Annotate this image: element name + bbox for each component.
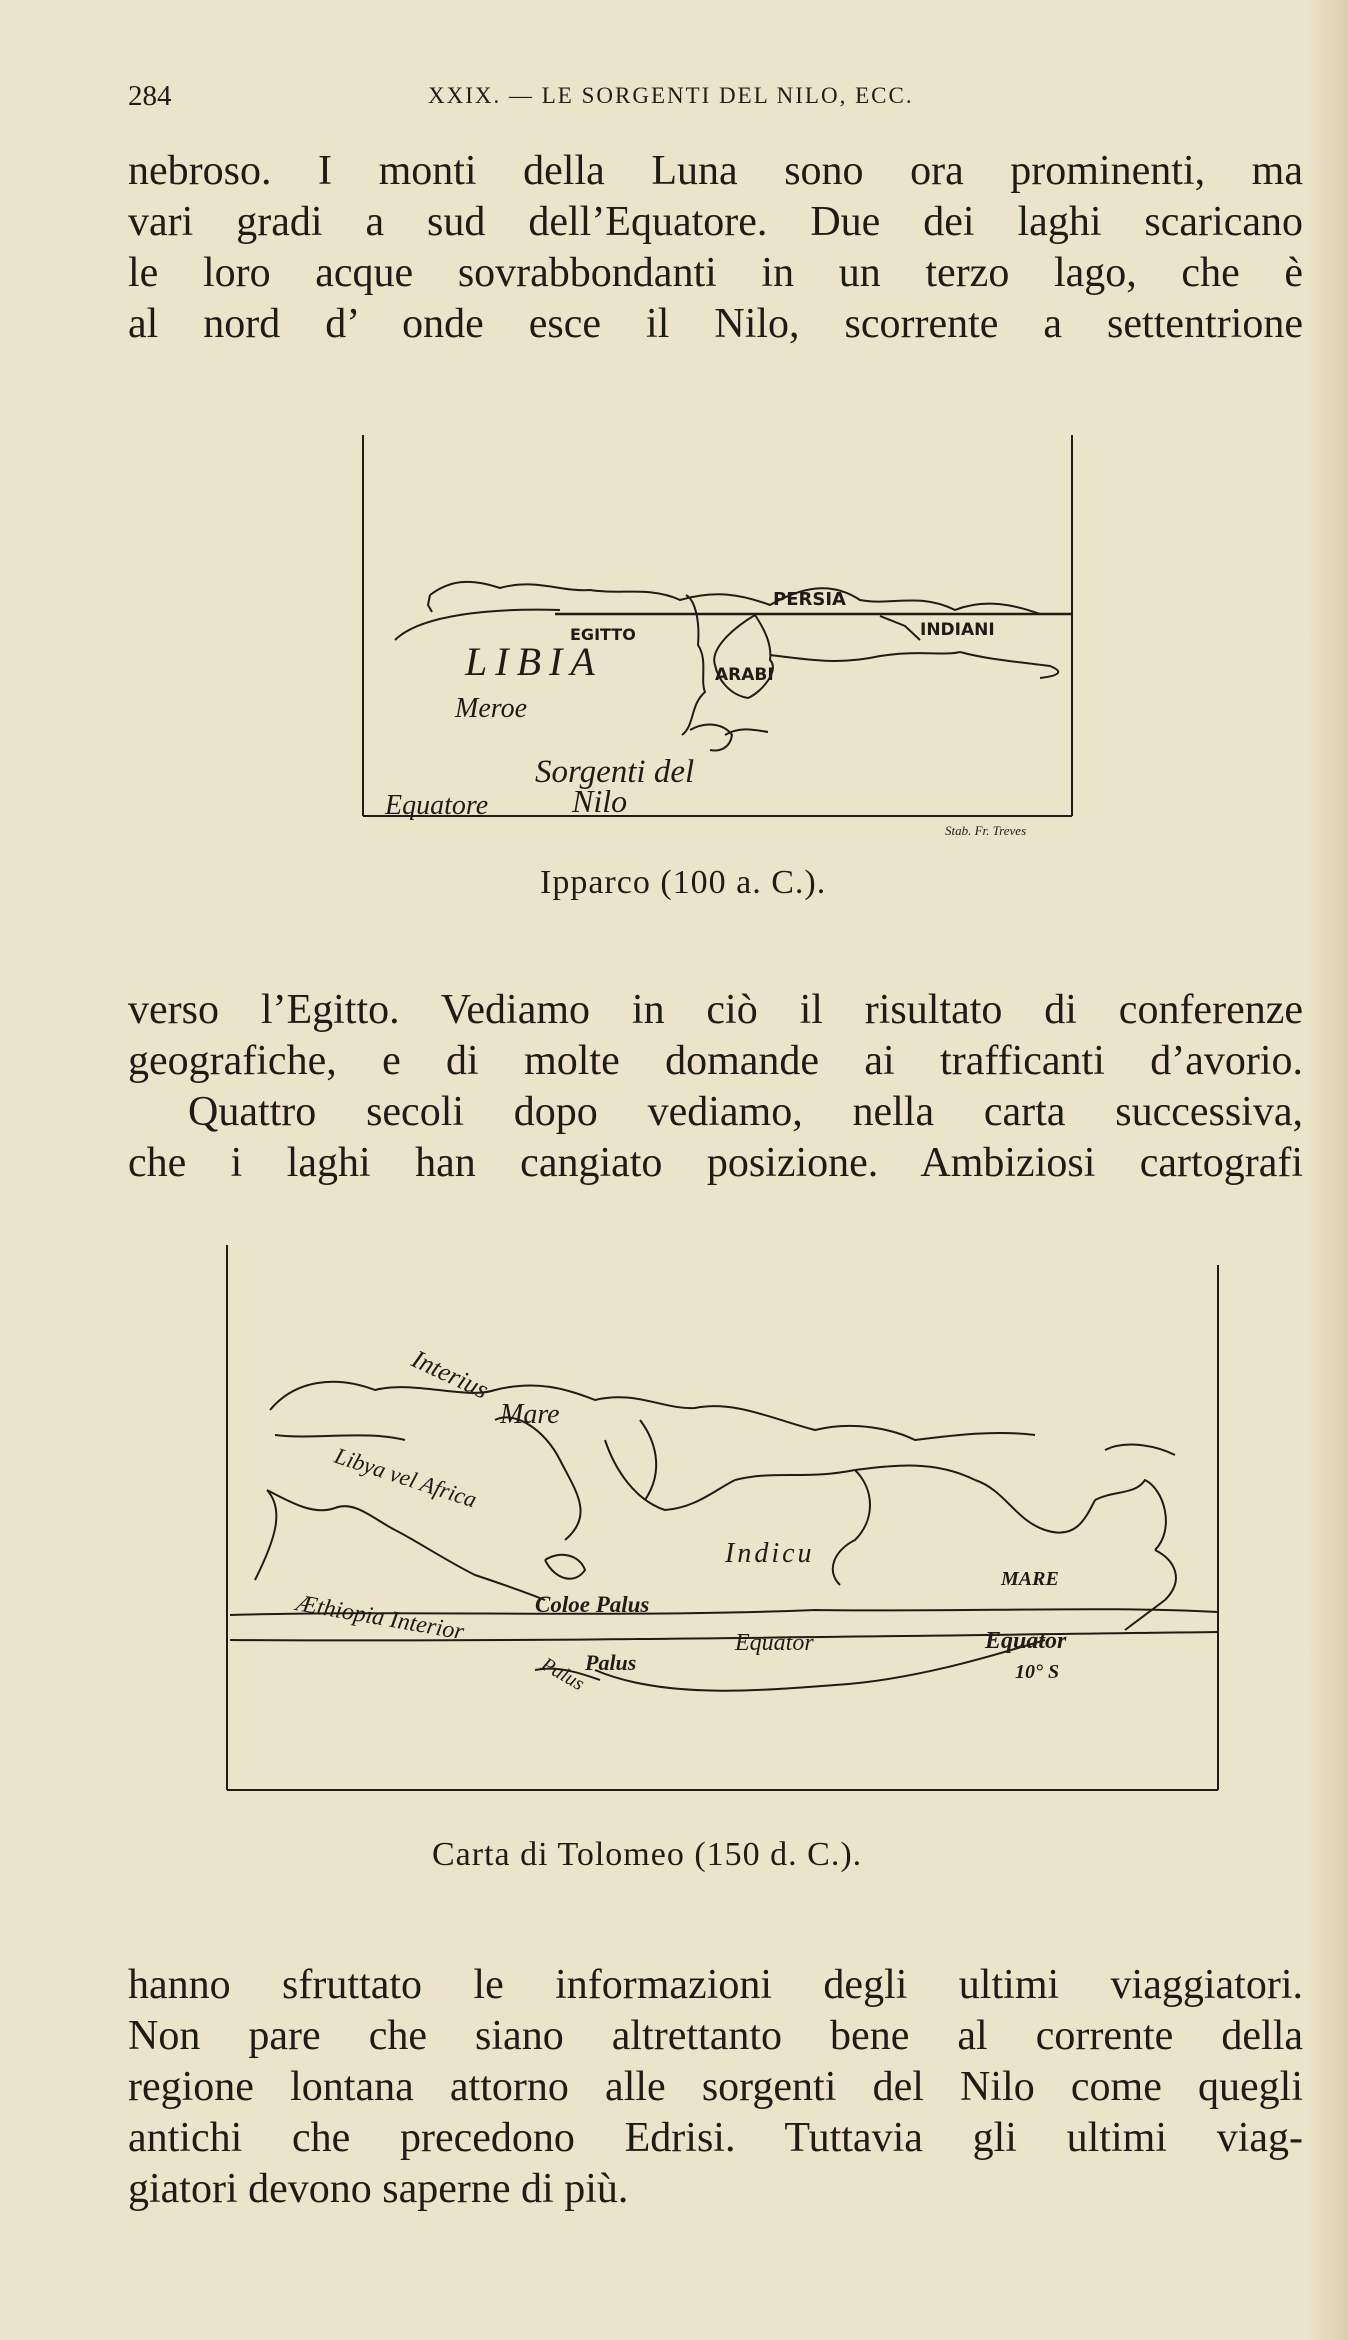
page-number: 284	[128, 80, 172, 112]
map-label-indiani: INDIANI	[920, 620, 995, 640]
text-line: verso l’Egitto. Vediamo in ciò il risultato di conferenze	[128, 987, 1303, 1033]
map-label-mare: Mare	[500, 1399, 560, 1430]
tolomeo-map	[215, 1240, 1225, 1800]
text-line: hanno sfruttato le informazioni degli ultimi viaggiatori.	[128, 1962, 1303, 2008]
text-line: le loro acque sovrabbondanti in un terzo lago, che è	[128, 250, 1303, 296]
text-line: che i laghi han cangiato posizione. Ambiziosi cartografi	[128, 1140, 1303, 1186]
map-label-10s: 10° S	[1015, 1661, 1060, 1683]
text-line: Non pare che siano altrettanto bene al corrente della	[128, 2013, 1303, 2059]
map-label-arabi: ARABI	[715, 665, 774, 685]
text-line: vari gradi a sud dell’Equatore. Due dei laghi scaricano	[128, 199, 1303, 245]
map-label-sorgenti: Sorgenti del	[535, 754, 695, 790]
text-line: giatori devono saperne di più.	[128, 2166, 629, 2212]
text-line: Quattro secoli dopo vediamo, nella carta successiva,	[188, 1089, 1303, 1135]
map-label-indicu: Indicu	[725, 1538, 815, 1569]
map-label-libya: Libya vel Africa	[331, 1442, 480, 1513]
figure-caption-tolomeo: Carta di Tolomeo (150 d. C.).	[432, 1836, 863, 1873]
map-label-coloe-palus: Coloe Palus	[535, 1592, 650, 1617]
map-label-persia: PERSIA	[773, 589, 846, 610]
map-label-libia: LIBIA	[465, 639, 603, 684]
map-label-aethiopia: Æthiopia Interior	[293, 1590, 466, 1646]
map-label-nilo: Nilo	[572, 783, 628, 819]
running-head: XXIX. — LE SORGENTI DEL NILO, ECC.	[428, 83, 914, 108]
map-label-mare-small: MARE	[1001, 1568, 1059, 1590]
map-label-palus: Palus	[585, 1650, 637, 1675]
text-line: al nord d’ onde esce il Nilo, scorrente a settentrione	[128, 301, 1303, 347]
page-edge-shadow	[1308, 0, 1348, 2340]
map-label-palus-rotated: Palus	[537, 1653, 588, 1696]
text-line: geografiche, e di molte domande ai trafficanti d’avorio.	[128, 1038, 1303, 1084]
map-label-interius: Interius	[407, 1344, 494, 1405]
map-label-equatore: Equatore	[385, 790, 489, 821]
paragraph-3	[128, 1960, 1303, 2215]
text-line: regione lontana attorno alle sorgenti del Nilo come quegli	[128, 2064, 1303, 2110]
text-line: antichi che precedono Edrisi. Tuttavia gli ultimi viag-	[128, 2115, 1303, 2161]
map-label-meroe: Meroe	[455, 693, 528, 724]
map-label-equator: Equator	[735, 1630, 814, 1656]
figure-caption-ipparco: Ipparco (100 a. C.).	[540, 864, 827, 901]
map-credit: Stab. Fr. Treves	[945, 823, 1027, 838]
page-header	[128, 80, 1303, 120]
paragraph-1	[128, 146, 1303, 350]
paragraph-2	[128, 985, 1303, 1189]
ipparco-map	[360, 430, 1090, 840]
text-line: nebroso. I monti della Luna sono ora prominenti, ma	[128, 148, 1303, 194]
map-label-egitto: EGITTO	[570, 625, 636, 644]
map-label-equator-right: Equator	[985, 1628, 1067, 1654]
